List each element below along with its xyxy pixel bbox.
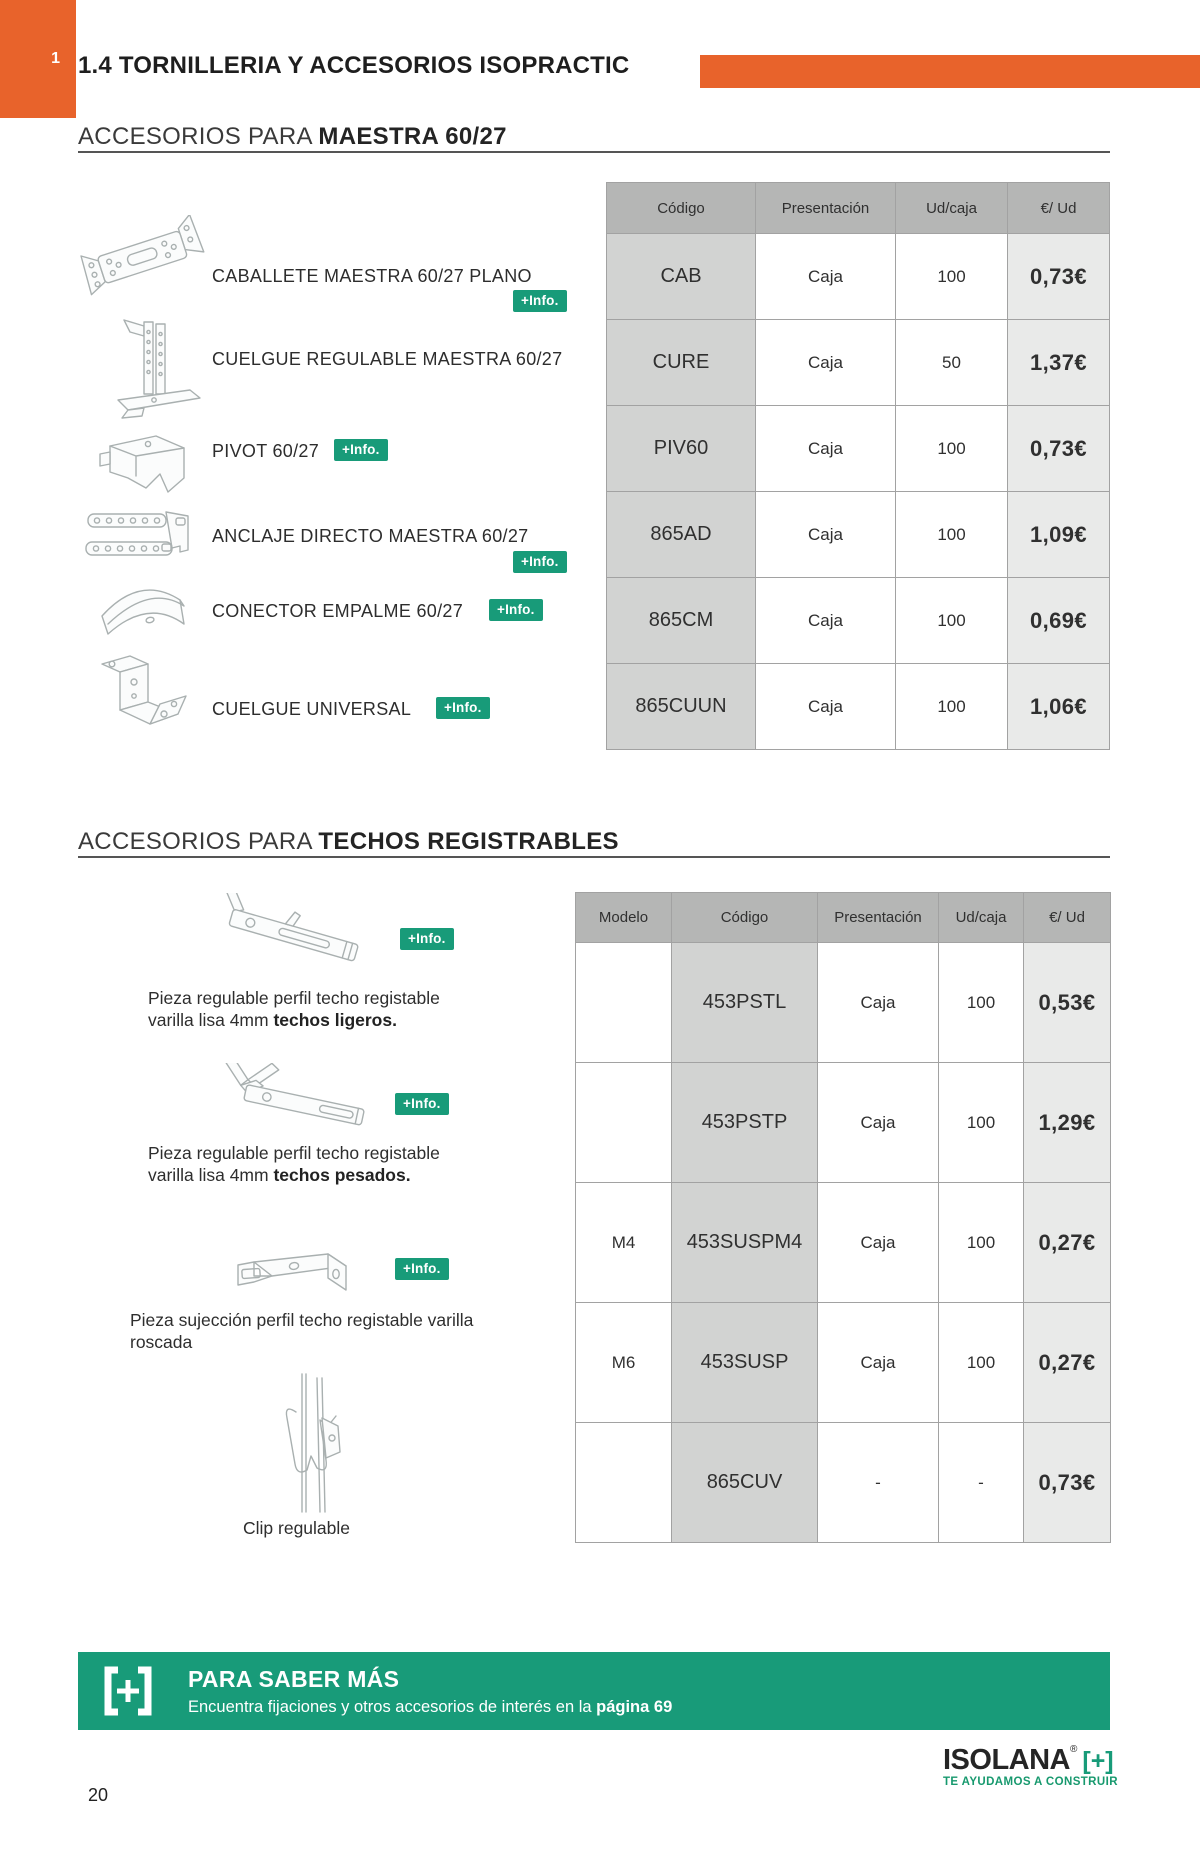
table-cell: 100 [896, 234, 1008, 320]
description-text: Pieza regulable perfil techo registable varilla lisa 4mm [148, 1143, 440, 1185]
table-cell: 100 [896, 492, 1008, 578]
know-more-text-normal: Encuentra fijaciones y otros accesorios de interés en la [188, 1698, 597, 1716]
table-cell: 50 [896, 320, 1008, 406]
table-cell: 0,27€ [1024, 1303, 1111, 1423]
table-cell: 0,73€ [1008, 406, 1110, 492]
info-badge[interactable]: +Info. [400, 928, 454, 950]
chapter-number: 1 [51, 50, 60, 67]
page-number: 20 [88, 1785, 109, 1805]
table-cell: 100 [939, 1303, 1024, 1423]
table-row [607, 406, 1110, 492]
section1-heading-bold: MAESTRA 60/27 [318, 123, 507, 150]
info-badge[interactable]: +Info. [395, 1093, 449, 1115]
column-header: Código [607, 183, 756, 234]
column-header: Ud/caja [896, 183, 1008, 234]
table-header-row [576, 893, 1111, 943]
table-cell: Caja [818, 1183, 939, 1303]
column-header: Modelo [576, 893, 672, 943]
table-cell: 1,06€ [1008, 664, 1110, 750]
product-description-ligeros [148, 988, 488, 1031]
product-label-anclaje: ANCLAJE DIRECTO MAESTRA 60/27 [212, 526, 529, 546]
column-header: Código [672, 893, 818, 943]
table-row [576, 1303, 1111, 1423]
description-bold: techos ligeros. [273, 1009, 397, 1030]
know-more-text [188, 1698, 672, 1717]
registered-mark: ® [1070, 1744, 1078, 1755]
table-cell: 453PSTP [672, 1063, 818, 1183]
table-cell: M4 [576, 1183, 672, 1303]
table-cell: 865AD [607, 492, 756, 578]
table-row [607, 234, 1110, 320]
product-label-pivot: PIVOT 60/27 [212, 441, 320, 461]
info-badge[interactable]: +Info. [513, 551, 567, 573]
info-badge[interactable]: +Info. [334, 439, 388, 461]
table-cell: 100 [896, 406, 1008, 492]
table-cell: 100 [896, 578, 1008, 664]
product-image-pieza-techos-pesados [208, 1063, 383, 1145]
table-cell: 100 [939, 1183, 1024, 1303]
table-cell: M6 [576, 1303, 672, 1423]
info-badge[interactable]: +Info. [436, 697, 490, 719]
table-cell: 0,73€ [1008, 234, 1110, 320]
table-cell: 1,29€ [1024, 1063, 1111, 1183]
techos-table [575, 892, 1110, 1543]
section2-heading [78, 828, 619, 856]
table-row [607, 578, 1110, 664]
plus-brackets-icon [100, 1666, 156, 1716]
table-row [576, 1063, 1111, 1183]
table-row [607, 492, 1110, 578]
info-badge[interactable]: +Info. [395, 1258, 449, 1280]
product-image-cuelgue-universal [88, 652, 206, 742]
brand-logo-text: ISOLANA [943, 1744, 1070, 1776]
table-cell: 0,27€ [1024, 1183, 1111, 1303]
table-cell: 1,09€ [1008, 492, 1110, 578]
table-cell: 0,73€ [1024, 1423, 1111, 1543]
table-cell: 865CUV [672, 1423, 818, 1543]
table-row [607, 320, 1110, 406]
product-label-caballete: CABALLETE MAESTRA 60/27 PLANO [212, 266, 532, 286]
section-divider [78, 151, 1110, 153]
table-row [576, 1183, 1111, 1303]
know-more-page-ref[interactable]: página 69 [596, 1698, 673, 1716]
table-cell: 100 [896, 664, 1008, 750]
table-cell: Caja [756, 664, 896, 750]
description-bold: techos pesados. [273, 1164, 411, 1185]
column-header: €/ Ud [1008, 183, 1110, 234]
section2-heading-prefix: ACCESORIOS PARA [78, 828, 319, 855]
table-cell [576, 1423, 672, 1543]
product-image-conector-empalme [92, 568, 194, 644]
product-image-cuelgue-regulable [108, 316, 203, 424]
table-cell: 0,53€ [1024, 943, 1111, 1063]
table-cell: Caja [756, 234, 896, 320]
table-cell: Caja [756, 320, 896, 406]
product-image-pieza-sujeccion [232, 1240, 362, 1310]
table-row [576, 1423, 1111, 1543]
section1-heading [78, 123, 507, 151]
table-cell: 453PSTL [672, 943, 818, 1063]
header-accent-bar [700, 55, 1200, 88]
table-cell: 865CUUN [607, 664, 756, 750]
column-header: Presentación [756, 183, 896, 234]
product-label-conector: CONECTOR EMPALME 60/27 [212, 601, 464, 621]
table-cell: 100 [939, 1063, 1024, 1183]
description-text: Pieza regulable perfil techo registable varilla lisa 4mm [148, 988, 440, 1030]
table-cell [576, 1063, 672, 1183]
table-cell: 453SUSP [672, 1303, 818, 1423]
brand-plus-icon: [+] [1082, 1747, 1114, 1775]
table-cell: - [939, 1423, 1024, 1543]
brand-tagline: TE AYUDAMOS A CONSTRUIR [943, 1776, 1118, 1788]
maestra-table [606, 182, 1109, 750]
description-text: Pieza sujección perfil techo registable varilla roscada [130, 1310, 474, 1352]
info-badge[interactable]: +Info. [513, 290, 567, 312]
table-cell: CURE [607, 320, 756, 406]
chapter-tab [0, 0, 76, 118]
table-row [576, 943, 1111, 1063]
brand-logo [943, 1744, 1114, 1777]
product-image-anclaje-directo [84, 506, 196, 564]
table-cell: Caja [756, 406, 896, 492]
page-title: 1.4 TORNILLERIA Y ACCESORIOS ISOPRACTIC [78, 52, 630, 79]
table-row [607, 664, 1110, 750]
table-cell: Caja [818, 943, 939, 1063]
table-cell: 100 [939, 943, 1024, 1063]
table-cell: 1,37€ [1008, 320, 1110, 406]
info-badge[interactable]: +Info. [489, 599, 543, 621]
product-description-pesados [148, 1143, 488, 1186]
column-header: Ud/caja [939, 893, 1024, 943]
product-image-pieza-techos-ligeros [205, 893, 370, 988]
section2-heading-bold: TECHOS REGISTRABLES [318, 828, 619, 855]
table-cell: Caja [756, 578, 896, 664]
column-header: €/ Ud [1024, 893, 1111, 943]
product-description-sujeccion [130, 1310, 515, 1353]
table-cell: 453SUSPM4 [672, 1183, 818, 1303]
product-label-cuelgue-universal: CUELGUE UNIVERSAL [212, 699, 412, 719]
table-cell: CAB [607, 234, 756, 320]
product-image-caballete-maestra [80, 215, 206, 303]
product-caption-clip: Clip regulable [243, 1518, 351, 1538]
table-header-row [607, 183, 1110, 234]
product-image-clip-regulable [262, 1372, 362, 1514]
table-cell: PIV60 [607, 406, 756, 492]
section-divider [78, 856, 1110, 858]
table-cell [576, 943, 672, 1063]
column-header: Presentación [818, 893, 939, 943]
product-label-cuelgue-regulable: CUELGUE REGULABLE MAESTRA 60/27 [212, 349, 563, 369]
table-cell: Caja [756, 492, 896, 578]
table-cell: - [818, 1423, 939, 1543]
table-cell: 0,69€ [1008, 578, 1110, 664]
section1-heading-prefix: ACCESORIOS PARA [78, 123, 319, 150]
product-image-pivot [88, 430, 190, 504]
table-cell: Caja [818, 1063, 939, 1183]
table-cell: Caja [818, 1303, 939, 1423]
table-cell: 865CM [607, 578, 756, 664]
know-more-title: PARA SABER MÁS [188, 1666, 400, 1692]
